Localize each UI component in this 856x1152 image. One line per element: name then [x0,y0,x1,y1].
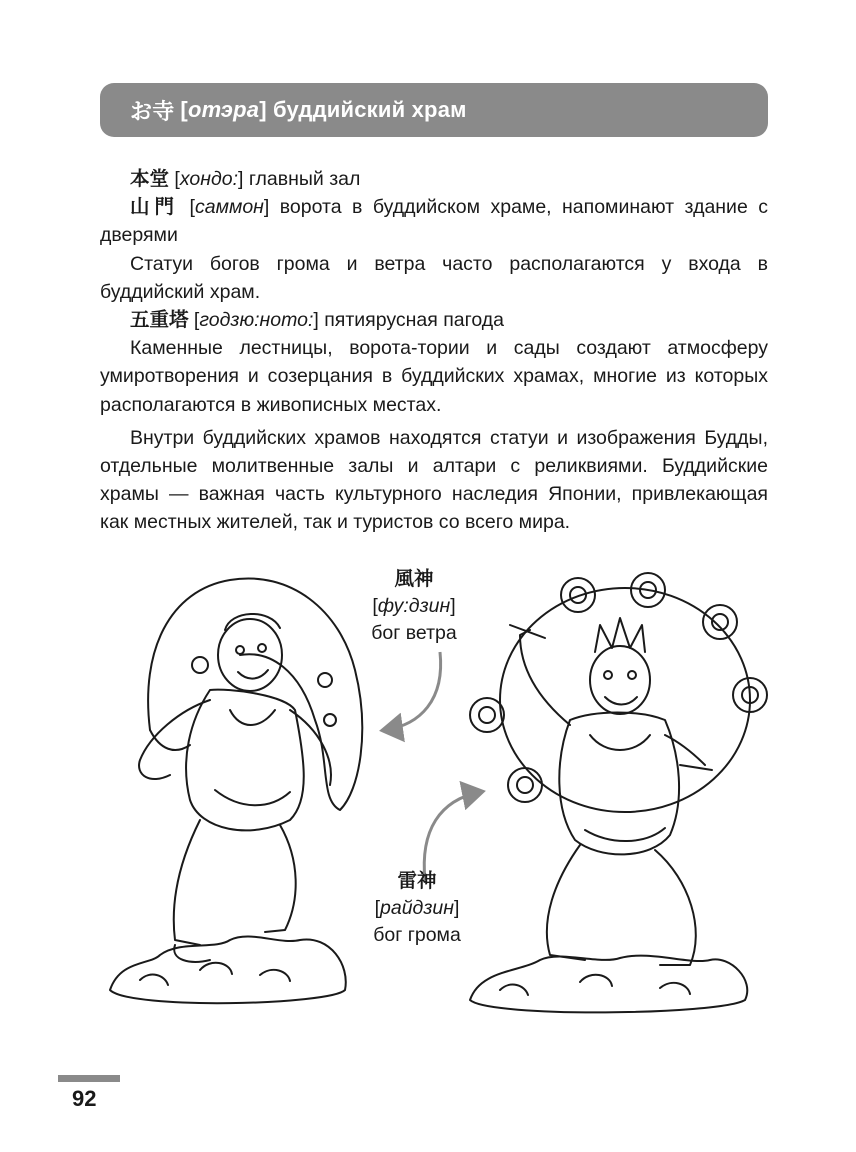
entry-term: 五重塔 [130,309,189,332]
wind-god-kanji: 風神 [394,568,434,590]
wind-god-reading: фу:дзин [377,595,451,617]
paragraph-heritage: Внутри буддийских храмов находятся статуи и изображения Будды, отдельные молитвенные залы и алтари с реликвиями. Буддийские храмы — важная часть культурного наследия Японии, привлекающая как местных жителей, так и туристов со всего мира. [100,426,768,534]
entry-sammon: 山門 [саммон] ворота в буддийском храме, напоминают здание с дверями [100,196,769,247]
thunder-arrow [424,792,480,880]
entry-meaning: ворота в буддийском храме, напоминают здание с дверями [100,196,769,247]
header-reading: отэра [187,97,260,122]
entry-term: 本堂 [130,168,170,190]
wind-god-meaning: бог ветра [371,622,457,644]
thunder-god-label [355,868,479,949]
entry-reading: саммон [194,196,264,219]
gods-illustration [0,560,856,1050]
thunder-god-kanji: 雷神 [397,870,437,892]
entry-meaning: главный зал [248,168,361,190]
section-header [100,83,768,137]
thunder-god-meaning: бог грома [373,924,461,946]
thunder-god-reading: райдзин [380,897,454,919]
header-meaning: буддийский храм [273,97,467,122]
wind-arrow [385,652,441,730]
thunder-god-reading-line: [райдзин] [374,897,460,919]
header-bracket-open: [ [180,97,188,122]
paragraph-atmosphere: Каменные лестницы, ворота-тории и сады создают атмосферу умиротворения и созерцания в буддийских храмах, многие из которых располагаются в живописных местах. [100,337,768,416]
entry-gojunoto: 五重塔 [годзю:ното:] пятиярусная пагода [130,309,504,332]
header-japanese: お寺 [130,98,175,124]
wind-god-reading-line: [фу:дзин] [372,595,456,617]
entry-hondo: 本堂 [хондо:] главный зал [130,168,361,190]
fujin-figure [110,578,362,1003]
note-statues: Статуи богов грома и ветра часто располагаются у входа в буддийский храм. [100,252,768,303]
entry-reading: годзю:ното: [199,309,314,332]
raijin-figure [470,573,767,1012]
drums [470,573,767,802]
footer-bar [58,1075,120,1082]
entry-term: 山門 [130,196,180,219]
entry-meaning: пятиярусная пагода [324,309,504,332]
entry-reading: хондо: [179,168,239,190]
header-bracket-close: ] [259,97,267,122]
wind-god-label [352,566,476,647]
body-text [100,165,768,537]
page-number: 92 [72,1086,97,1111]
